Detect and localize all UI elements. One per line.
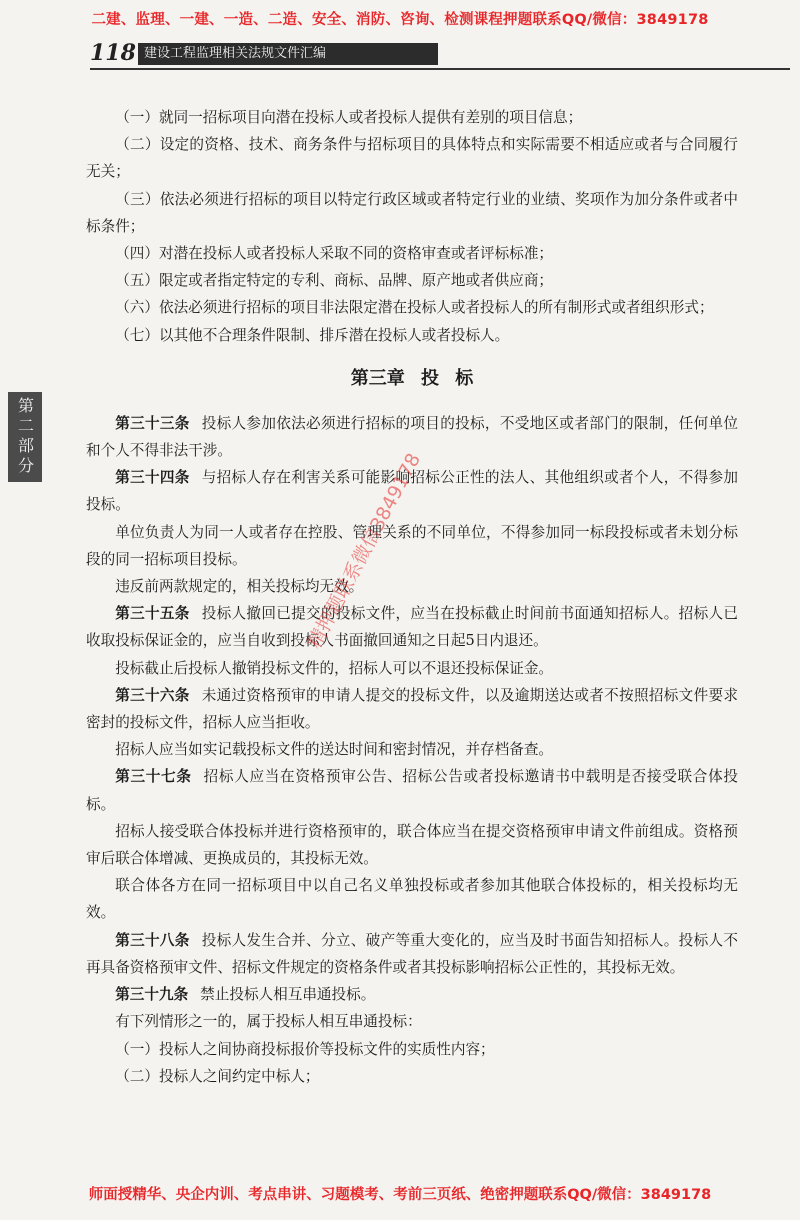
article-label: 第三十八条	[115, 931, 190, 949]
article-label: 第三十五条	[115, 605, 190, 623]
article-36	[86, 682, 738, 736]
article-37	[86, 763, 738, 817]
article-text: 投标人撤回已提交的投标文件，应当在投标截止时间前书面通知招标人。招标人已收取投标保证金的，应当自收到投标人书面撤回通知之日起5日内退还。	[86, 605, 738, 650]
page-number: 118	[90, 40, 136, 66]
page-header	[90, 40, 790, 68]
article-35	[86, 600, 738, 654]
list-item: （六）依法必须进行招标的项目非法限定潜在投标人或者投标人的所有制形式或者组织形式；	[115, 299, 714, 317]
article-text: 招标人应当在资格预审公告、招标公告或者投标邀请书中载明是否接受联合体投标。	[86, 768, 738, 813]
header-rule	[90, 68, 790, 70]
paragraph: 单位负责人为同一人或者存在控股、管理关系的不同单位，不得参加同一标段投标或者未划分标段的同一招标项目投标。	[86, 523, 738, 568]
article-text: 禁止投标人相互串通投标。	[200, 986, 376, 1004]
paragraph: 联合体各方在同一招标项目中以自己名义单独投标或者参加其他联合体投标的，相关投标均无效。	[86, 877, 738, 922]
article-text: 与招标人存在利害关系可能影响招标公正性的法人、其他组织或者个人，不得参加投标。	[86, 469, 738, 514]
top-promo-banner: 二建、监理、一建、一造、二造、安全、消防、咨询、检测课程押题联系QQ/微信：3849178	[91, 12, 709, 28]
article-39	[86, 981, 738, 1008]
side-section-tab	[8, 392, 42, 482]
list-item: （一）投标人之间协商投标报价等投标文件的实质性内容；	[115, 1040, 495, 1058]
article-text: 未通过资格预审的申请人提交的投标文件，以及逾期送达或者不按照招标文件要求密封的投标文件，招标人应当拒收。	[86, 686, 738, 732]
watermark: 精押题联系微信3849178	[303, 449, 426, 653]
article-text: 投标人参加依法必须进行招标的项目的投标，不受地区或者部门的限制，任何单位和个人不得非法干涉。	[86, 414, 738, 460]
paragraph: 违反前两款规定的，相关投标均无效。	[115, 578, 364, 596]
paragraph: 有下列情形之一的，属于投标人相互串通投标：	[115, 1013, 422, 1031]
article-38	[86, 927, 738, 981]
side-section-label: 第二部分	[15, 397, 35, 477]
list-item: （七）以其他不合理条件限制、排斥潜在投标人或者投标人。	[115, 326, 510, 344]
paragraph: 招标人接受联合体投标并进行资格预审的，联合体应当在提交资格预审申请文件前组成。资格预审后联合体增减、更换成员的，其投标无效。	[86, 822, 738, 868]
document-body	[86, 104, 738, 1090]
list-item: （三）依法必须进行招标的项目以特定行政区域或者特定行业的业绩、奖项作为加分条件或者中标条件；	[86, 190, 738, 235]
list-item: （一）就同一招标项目向潜在投标人或者投标人提供有差别的项目信息；	[115, 109, 583, 126]
article-label: 第三十七条	[115, 768, 192, 786]
article-label: 第三十六条	[115, 686, 190, 704]
list-item: （四）对潜在投标人或者投标人采取不同的资格审查或者评标标准；	[115, 245, 554, 263]
paragraph: 投标截止后投标人撤销投标文件的，招标人可以不退还投标保证金。	[115, 659, 554, 677]
article-label: 第三十四条	[115, 469, 190, 487]
article-label: 第三十三条	[115, 414, 190, 432]
paragraph: 招标人应当如实记载投标文件的送达时间和密封情况，并存档备查。	[115, 741, 554, 759]
list-item: （五）限定或者指定特定的专利、商标、品牌、原产地或者供应商；	[115, 272, 554, 290]
article-text: 投标人发生合并、分立、破产等重大变化的，应当及时书面告知招标人。投标人不再具备资格预审文件、招标文件规定的资格条件或者其投标影响招标公正性的，其投标无效。	[86, 931, 738, 976]
bottom-promo-banner: 师面授精华、央企内训、考点串讲、习题模考、考前三页纸、绝密押题联系QQ/微信：3849178	[88, 1187, 712, 1203]
list-item: （二）投标人之间约定中标人；	[115, 1067, 320, 1085]
list-item: （二）设定的资格、技术、商务条件与招标项目的具体特点和实际需要不相适应或者与合同履行无关；	[86, 136, 738, 181]
book-title: 建设工程监理相关法规文件汇编	[138, 43, 438, 65]
chapter-title: 第三章 投 标	[350, 367, 474, 389]
article-label: 第三十九条	[115, 986, 189, 1004]
